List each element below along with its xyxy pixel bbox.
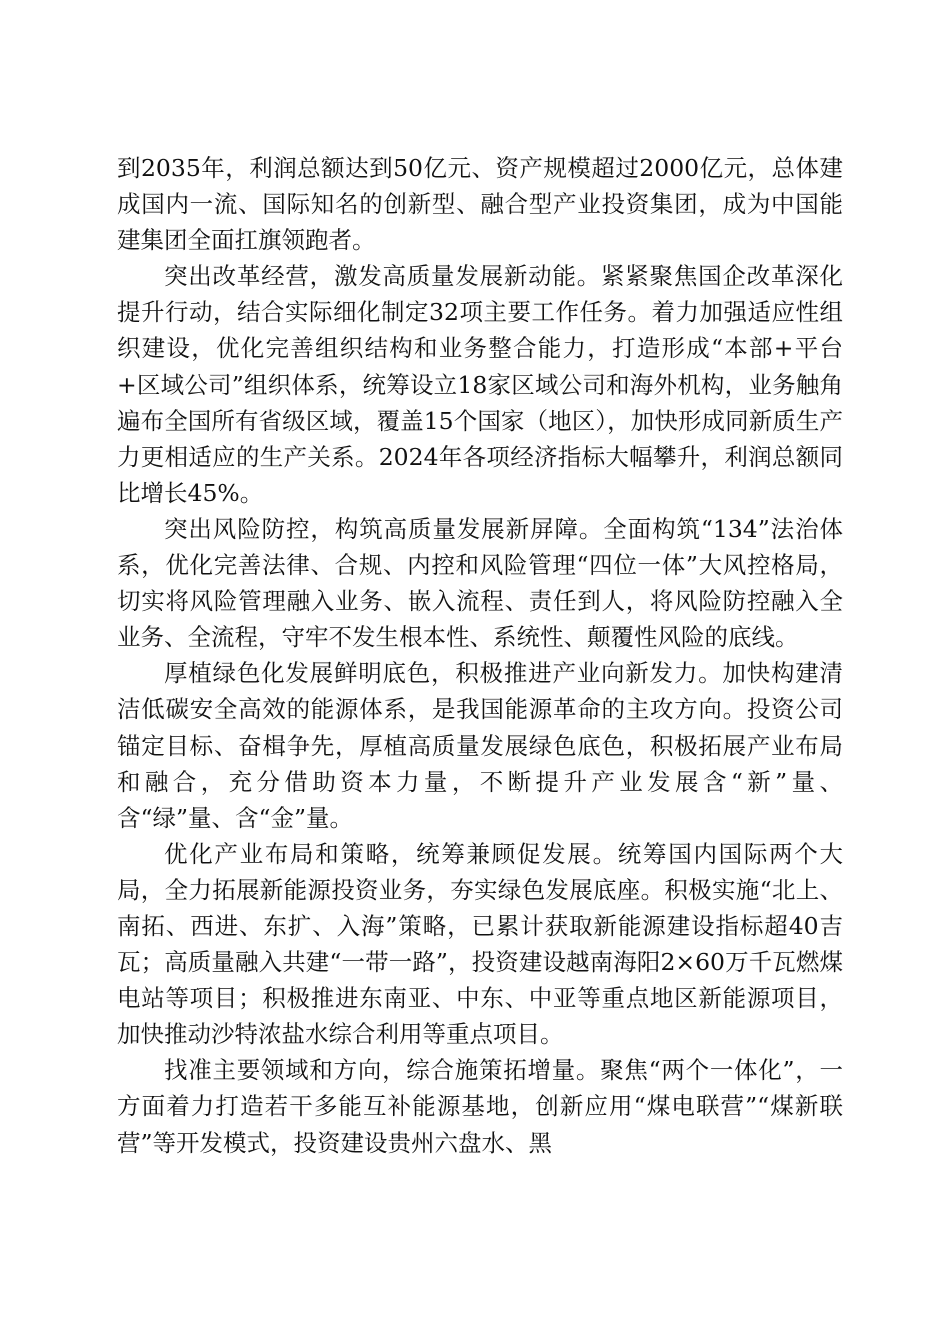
paragraph-risk-control: 突出风险防控，构筑高质量发展新屏障。全面构筑“134”法治体系，优化完善法律、合规、内控和风险管理“四位一体”大风控格局，切实将风险管理融入业务、嵌入流程、责任到人，将风险防控融入全业务、全流程，守牢不发生根本性、系统性、颠覆性风险的底线。 (117, 514, 843, 652)
paragraph-industry-layout: 优化产业布局和策略，统筹兼顾促发展。统筹国内国际两个大局，全力拓展新能源投资业务，夯实绿色发展底座。积极实施“北上、南拓、西进、东扩、入海”策略，已累计获取新能源建设指标超40吉瓦；高质量融入共建“一带一路”，投资建设越南海阳2×60万千瓦燃煤电站等项目；积极推进东南亚、中东、中亚等重点地区新能源项目，加快推动沙特浓盐水综合利用等重点项目。 (117, 839, 843, 1049)
paragraph-green-development: 厚植绿色化发展鲜明底色，积极推进产业向新发力。加快构建清洁低碳安全高效的能源体系，是我国能源革命的主攻方向。投资公司锚定目标、奋楫争先，厚植高质量发展绿色底色，积极拓展产业布局和融合，充分借助资本力量，不断提升产业发展含“新”量、含“绿”量、含“金”量。 (117, 659, 843, 832)
paragraph-key-fields: 找准主要领域和方向，综合施策拓增量。聚焦“两个一体化”，一方面着力打造若干多能互补能源基地，创新应用“煤电联营”“煤新联营”等开发模式，投资建设贵州六盘水、黑 (117, 1056, 843, 1157)
document-body (117, 150, 843, 1161)
paragraph-continuation: 到2035年，利润总额达到50亿元、资产规模超过2000亿元，总体建成国内一流、国际知名的创新型、融合型产业投资集团，成为中国能建集团全面扛旗领跑者。 (117, 154, 843, 255)
paragraph-reform-operations: 突出改革经营，激发高质量发展新动能。紧紧聚焦国企改革深化提升行动，结合实际细化制定32项主要工作任务。着力加强适应性组织建设，优化完善组织结构和业务整合能力，打造形成“本部+平台+区域公司”组织体系，统筹设立18家区域公司和海外机构，业务触角遍布全国所有省级区域，覆盖15个国家（地区），加快形成同新质生产力更相适应的生产关系。2024年各项经济指标大幅攀升，利润总额同比增长45%。 (117, 262, 843, 507)
